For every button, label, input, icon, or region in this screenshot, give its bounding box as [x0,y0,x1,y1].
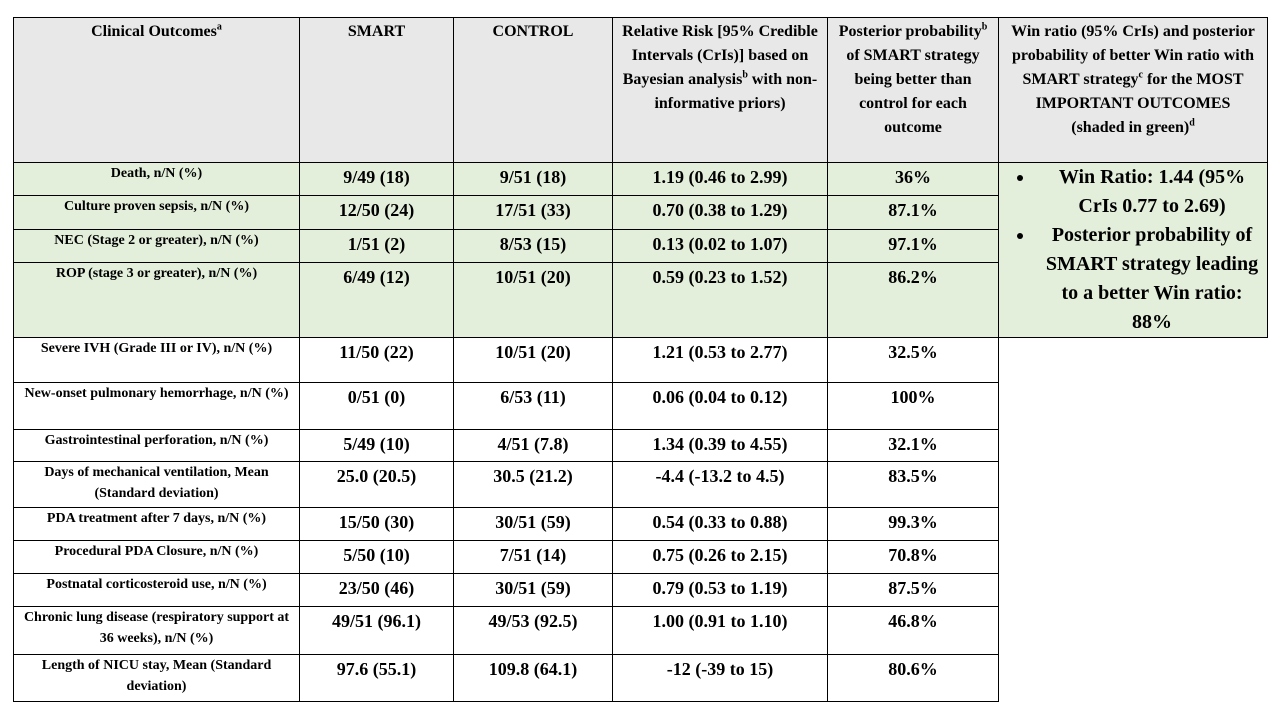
control-value: 4/51 (7.8) [454,430,613,462]
control-value: 30/51 (59) [454,508,613,541]
posterior-probability-value: 100% [828,383,999,430]
smart-value: 15/50 (30) [300,508,454,541]
header-outcomes: Clinical Outcomes$^a$ [14,18,300,163]
relative-risk-value: 0.79 (0.53 to 1.19) [613,574,828,607]
relative-risk-value: 1.34 (0.39 to 4.55) [613,430,828,462]
table-row [14,462,1268,508]
posterior-probability-value: 99.3% [828,508,999,541]
smart-value: 6/49 (12) [300,263,454,338]
relative-risk-value: 0.13 (0.02 to 1.07) [613,229,828,262]
table-row [14,430,1268,462]
posterior-probability-value: 87.1% [828,196,999,229]
table-row [14,338,1268,383]
control-value: 8/53 (15) [454,229,613,262]
smart-value: 9/49 (18) [300,163,454,196]
table-row [14,655,1268,702]
header-relative-risk: Relative Risk [95% Credible Intervals (CrIs)] based on Bayesian analysis$^b$ with non-informative priors) [613,18,828,163]
posterior-probability-value: 32.1% [828,430,999,462]
outcome-label: Days of mechanical ventilation, Mean (Standard deviation) [14,462,300,508]
smart-value: 23/50 (46) [300,574,454,607]
posterior-probability-value: 86.2% [828,263,999,338]
control-value: 10/51 (20) [454,338,613,383]
win-probability-bullet: • Posterior probability of SMART strategy leading to a better Win ratio: 88% [1035,221,1267,337]
control-value: 6/53 (11) [454,383,613,430]
posterior-probability-value: 83.5% [828,462,999,508]
win-ratio-bullet: • Win Ratio: 1.44 (95% CrIs 0.77 to 2.69) [1035,163,1267,221]
outcome-label: PDA treatment after 7 days, n/N (%) [14,508,300,541]
smart-value: 5/50 (10) [300,541,454,574]
smart-value: 49/51 (96.1) [300,607,454,655]
table-row [14,163,1268,196]
posterior-probability-value: 36% [828,163,999,196]
smart-value: 97.6 (55.1) [300,655,454,702]
outcome-label: Procedural PDA Closure, n/N (%) [14,541,300,574]
table-header-row [14,18,1268,163]
control-value: 49/53 (92.5) [454,607,613,655]
table-row [14,607,1268,655]
outcome-label: ROP (stage 3 or greater), n/N (%) [14,263,300,338]
header-posterior-probability: Posterior probability$^b$ of SMART strategy being better than control for each outcome [828,18,999,163]
posterior-probability-value: 87.5% [828,574,999,607]
table-row [14,574,1268,607]
outcome-label: New-onset pulmonary hemorrhage, n/N (%) [14,383,300,430]
posterior-probability-value: 32.5% [828,338,999,383]
outcome-label: Culture proven sepsis, n/N (%) [14,196,300,229]
outcome-label: Death, n/N (%) [14,163,300,196]
control-value: 17/51 (33) [454,196,613,229]
table-row [14,508,1268,541]
outcome-label: NEC (Stage 2 or greater), n/N (%) [14,229,300,262]
smart-value: 5/49 (10) [300,430,454,462]
outcome-label: Postnatal corticosteroid use, n/N (%) [14,574,300,607]
outcome-label: Gastrointestinal perforation, n/N (%) [14,430,300,462]
control-value: 109.8 (64.1) [454,655,613,702]
smart-value: 0/51 (0) [300,383,454,430]
posterior-probability-value: 70.8% [828,541,999,574]
smart-value: 1/51 (2) [300,229,454,262]
outcome-label: Severe IVH (Grade III or IV), n/N (%) [14,338,300,383]
relative-risk-value: 0.54 (0.33 to 0.88) [613,508,828,541]
header-smart: SMART [300,18,454,163]
header-win-ratio: Win ratio (95% CrIs) and posterior probability of better Win ratio with SMART strategy$^c$ for the MOST IMPORTANT OUTCOMES (shaded in green)$^d$ [999,18,1268,163]
relative-risk-value: 1.19 (0.46 to 2.99) [613,163,828,196]
relative-risk-value: -12 (-39 to 15) [613,655,828,702]
posterior-probability-value: 46.8% [828,607,999,655]
relative-risk-value: -4.4 (-13.2 to 4.5) [613,462,828,508]
control-value: 30/51 (59) [454,574,613,607]
posterior-probability-value: 97.1% [828,229,999,262]
relative-risk-value: 0.06 (0.04 to 0.12) [613,383,828,430]
relative-risk-value: 1.00 (0.91 to 1.10) [613,607,828,655]
smart-value: 11/50 (22) [300,338,454,383]
control-value: 10/51 (20) [454,263,613,338]
table-row [14,383,1268,430]
smart-value: 25.0 (20.5) [300,462,454,508]
control-value: 30.5 (21.2) [454,462,613,508]
outcome-label: Chronic lung disease (respiratory support at 36 weeks), n/N (%) [14,607,300,655]
posterior-probability-value: 80.6% [828,655,999,702]
control-value: 7/51 (14) [454,541,613,574]
smart-value: 12/50 (24) [300,196,454,229]
outcome-label: Length of NICU stay, Mean (Standard deviation) [14,655,300,702]
relative-risk-value: 0.75 (0.26 to 2.15) [613,541,828,574]
relative-risk-value: 0.59 (0.23 to 1.52) [613,263,828,338]
table-row [14,541,1268,574]
header-control: CONTROL [454,18,613,163]
control-value: 9/51 (18) [454,163,613,196]
win-ratio-box [999,163,1268,338]
outcomes-table [13,17,1268,702]
relative-risk-value: 1.21 (0.53 to 2.77) [613,338,828,383]
relative-risk-value: 0.70 (0.38 to 1.29) [613,196,828,229]
